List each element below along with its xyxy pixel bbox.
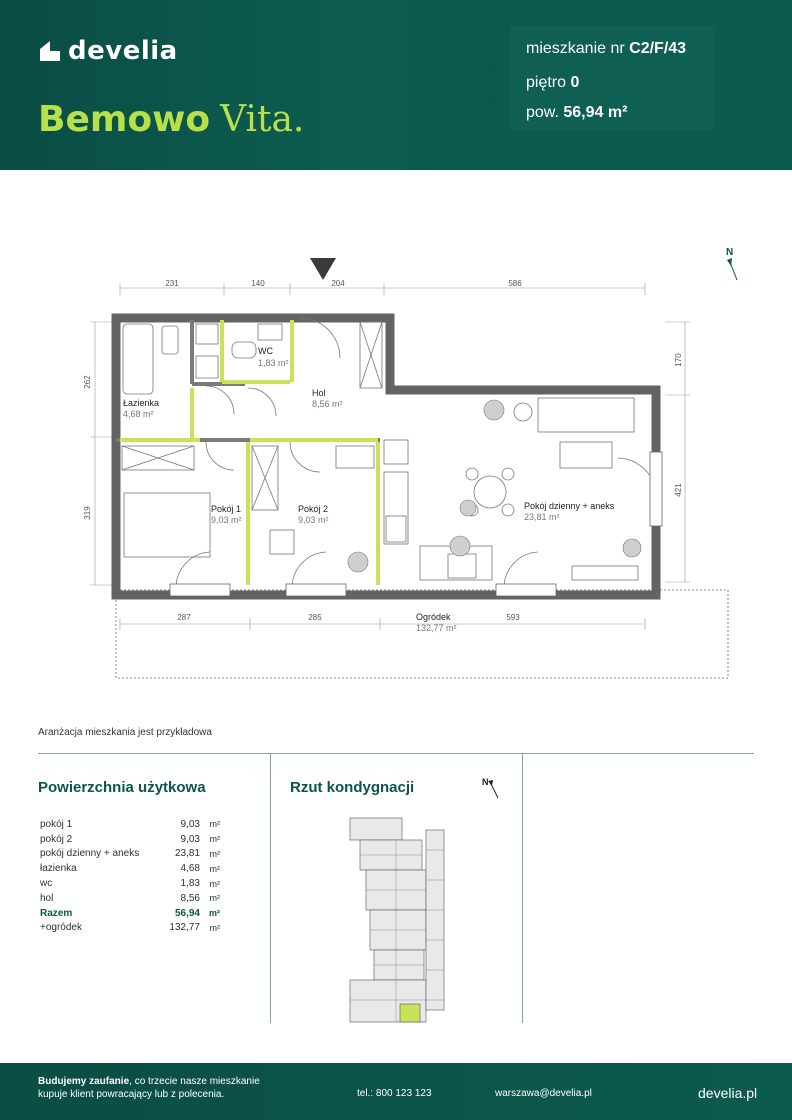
- area-row-name: pokój 2: [40, 833, 73, 845]
- area-row-name: wc: [40, 878, 53, 890]
- room-wc-area: 1,83 m²: [258, 358, 289, 368]
- area-row-name: pokój dzienny + aneks: [40, 848, 140, 860]
- area-row-unit: m²: [209, 922, 220, 933]
- area-row-name: hol: [40, 892, 54, 904]
- room-living-name: Pokój dzienny + aneks: [524, 501, 615, 511]
- apartment-number: C2/F/43: [629, 40, 687, 57]
- garden-outline: [116, 590, 728, 678]
- table-row: [40, 921, 220, 936]
- table-row: [40, 876, 220, 891]
- dim-top-1: 231: [165, 279, 179, 288]
- room-pokoj2-area: 9,03 m²: [298, 515, 329, 525]
- room-pokoj1-name: Pokój 1: [211, 504, 242, 514]
- project-name-word1: Bemowo: [38, 99, 211, 140]
- dim-top-4: 586: [508, 279, 522, 288]
- floor-number: 0: [570, 74, 580, 91]
- dim-top-2: 140: [251, 279, 265, 288]
- floor-label: piętro: [526, 74, 567, 91]
- room-pokoj1-area: 9,03 m²: [211, 515, 242, 525]
- area-row-name: pokój 1: [40, 818, 73, 830]
- area-row-value: 132,77: [169, 922, 200, 934]
- area-line: [526, 104, 627, 122]
- dim-bottom-1: 287: [177, 613, 191, 622]
- north-arrow-icon: [726, 247, 737, 280]
- room-garden-area: 132,77 m²: [416, 623, 457, 633]
- section-divider: [38, 753, 754, 754]
- dim-bottom-3: 593: [506, 613, 520, 622]
- apartment-label: mieszkanie nr: [526, 40, 625, 57]
- slogan-rest: , co trzecie nasze mieszkanie kupuje klient powracający lub z polecenia.: [38, 1076, 260, 1100]
- slogan-bold: Budujemy zaufanie: [38, 1076, 130, 1087]
- area-row-name: łazienka: [40, 863, 77, 875]
- area-row-unit: m²: [209, 834, 220, 845]
- floor-plan-title: Rzut kondygnacji: [290, 779, 415, 796]
- phone-link[interactable]: tel.: 800 123 123: [357, 1088, 432, 1099]
- table-row: [40, 817, 220, 832]
- project-name: [38, 98, 304, 140]
- area-row-unit: m²: [209, 908, 220, 919]
- table-row: [40, 847, 220, 862]
- room-lazienka-area: 4,68 m²: [123, 409, 154, 419]
- footer: [0, 1063, 792, 1120]
- area-row-name: +ogródek: [40, 922, 82, 934]
- dim-top-3: 204: [331, 279, 345, 288]
- area-row-value: 23,81: [174, 848, 200, 860]
- room-garden-name: Ogródek: [416, 612, 451, 622]
- develia-logo-icon: [38, 39, 62, 63]
- area-total-value: 56,94: [174, 907, 200, 919]
- area-row-unit: m²: [209, 848, 220, 859]
- area-label: pow.: [526, 104, 559, 121]
- logo-text: develia: [68, 36, 178, 66]
- dim-right-2: 421: [674, 483, 683, 497]
- room-wc-name: WC: [258, 346, 273, 356]
- room-living-area: 23,81 m²: [524, 512, 560, 522]
- floor-line: [526, 74, 579, 92]
- floor-compass-label: N: [482, 777, 489, 787]
- room-hol-area: 8,56 m²: [312, 399, 343, 409]
- area-row-unit: m²: [209, 863, 220, 874]
- table-row: [40, 891, 220, 906]
- table-row-total: [40, 906, 220, 921]
- area-row-value: 1,83: [180, 878, 200, 890]
- footer-slogan: [38, 1075, 288, 1101]
- email-link[interactable]: warszawa@develia.pl: [495, 1088, 592, 1099]
- usable-area-title: Powierzchnia użytkowa: [38, 779, 206, 796]
- column-divider-1: [270, 753, 271, 1023]
- area-value: 56,94 m²: [563, 104, 628, 121]
- develia-logo[interactable]: [38, 36, 178, 66]
- area-row-value: 8,56: [180, 892, 200, 904]
- dim-right-1: 170: [674, 353, 683, 367]
- table-row: [40, 861, 220, 876]
- building-floor-plan: [330, 800, 460, 1030]
- arrangement-note: Aranżacja mieszkania jest przykładowa: [38, 727, 212, 738]
- area-total-name: Razem: [40, 907, 73, 919]
- apartment-floor-plan: [0, 170, 792, 730]
- room-lazienka-name: Łazienka: [123, 398, 160, 408]
- dim-left-1: 262: [83, 375, 92, 389]
- area-row-value: 4,68: [180, 863, 200, 875]
- header: [0, 0, 792, 170]
- usable-area-table: [40, 817, 220, 935]
- column-divider-2: [522, 753, 523, 1023]
- apartment-location-highlight: [400, 1004, 420, 1022]
- floor-compass: [482, 772, 489, 790]
- project-name-word2: Vita.: [220, 99, 305, 140]
- website-link[interactable]: develia.pl: [698, 1085, 758, 1101]
- room-hol-name: Hol: [312, 388, 326, 398]
- north-arrow-small-icon: [488, 780, 502, 800]
- dim-bottom-2: 285: [308, 613, 322, 622]
- room-pokoj2-name: Pokój 2: [298, 504, 329, 514]
- area-row-value: 9,03: [180, 818, 200, 830]
- area-row-value: 9,03: [180, 833, 200, 845]
- svg-text:N: N: [726, 247, 734, 258]
- area-row-unit: m²: [209, 819, 220, 830]
- area-row-unit: m²: [209, 878, 220, 889]
- table-row: [40, 832, 220, 847]
- dim-left-2: 319: [83, 506, 92, 520]
- area-row-unit: m²: [209, 893, 220, 904]
- apartment-number-line: [526, 40, 686, 58]
- entrance-marker-icon: [310, 258, 336, 280]
